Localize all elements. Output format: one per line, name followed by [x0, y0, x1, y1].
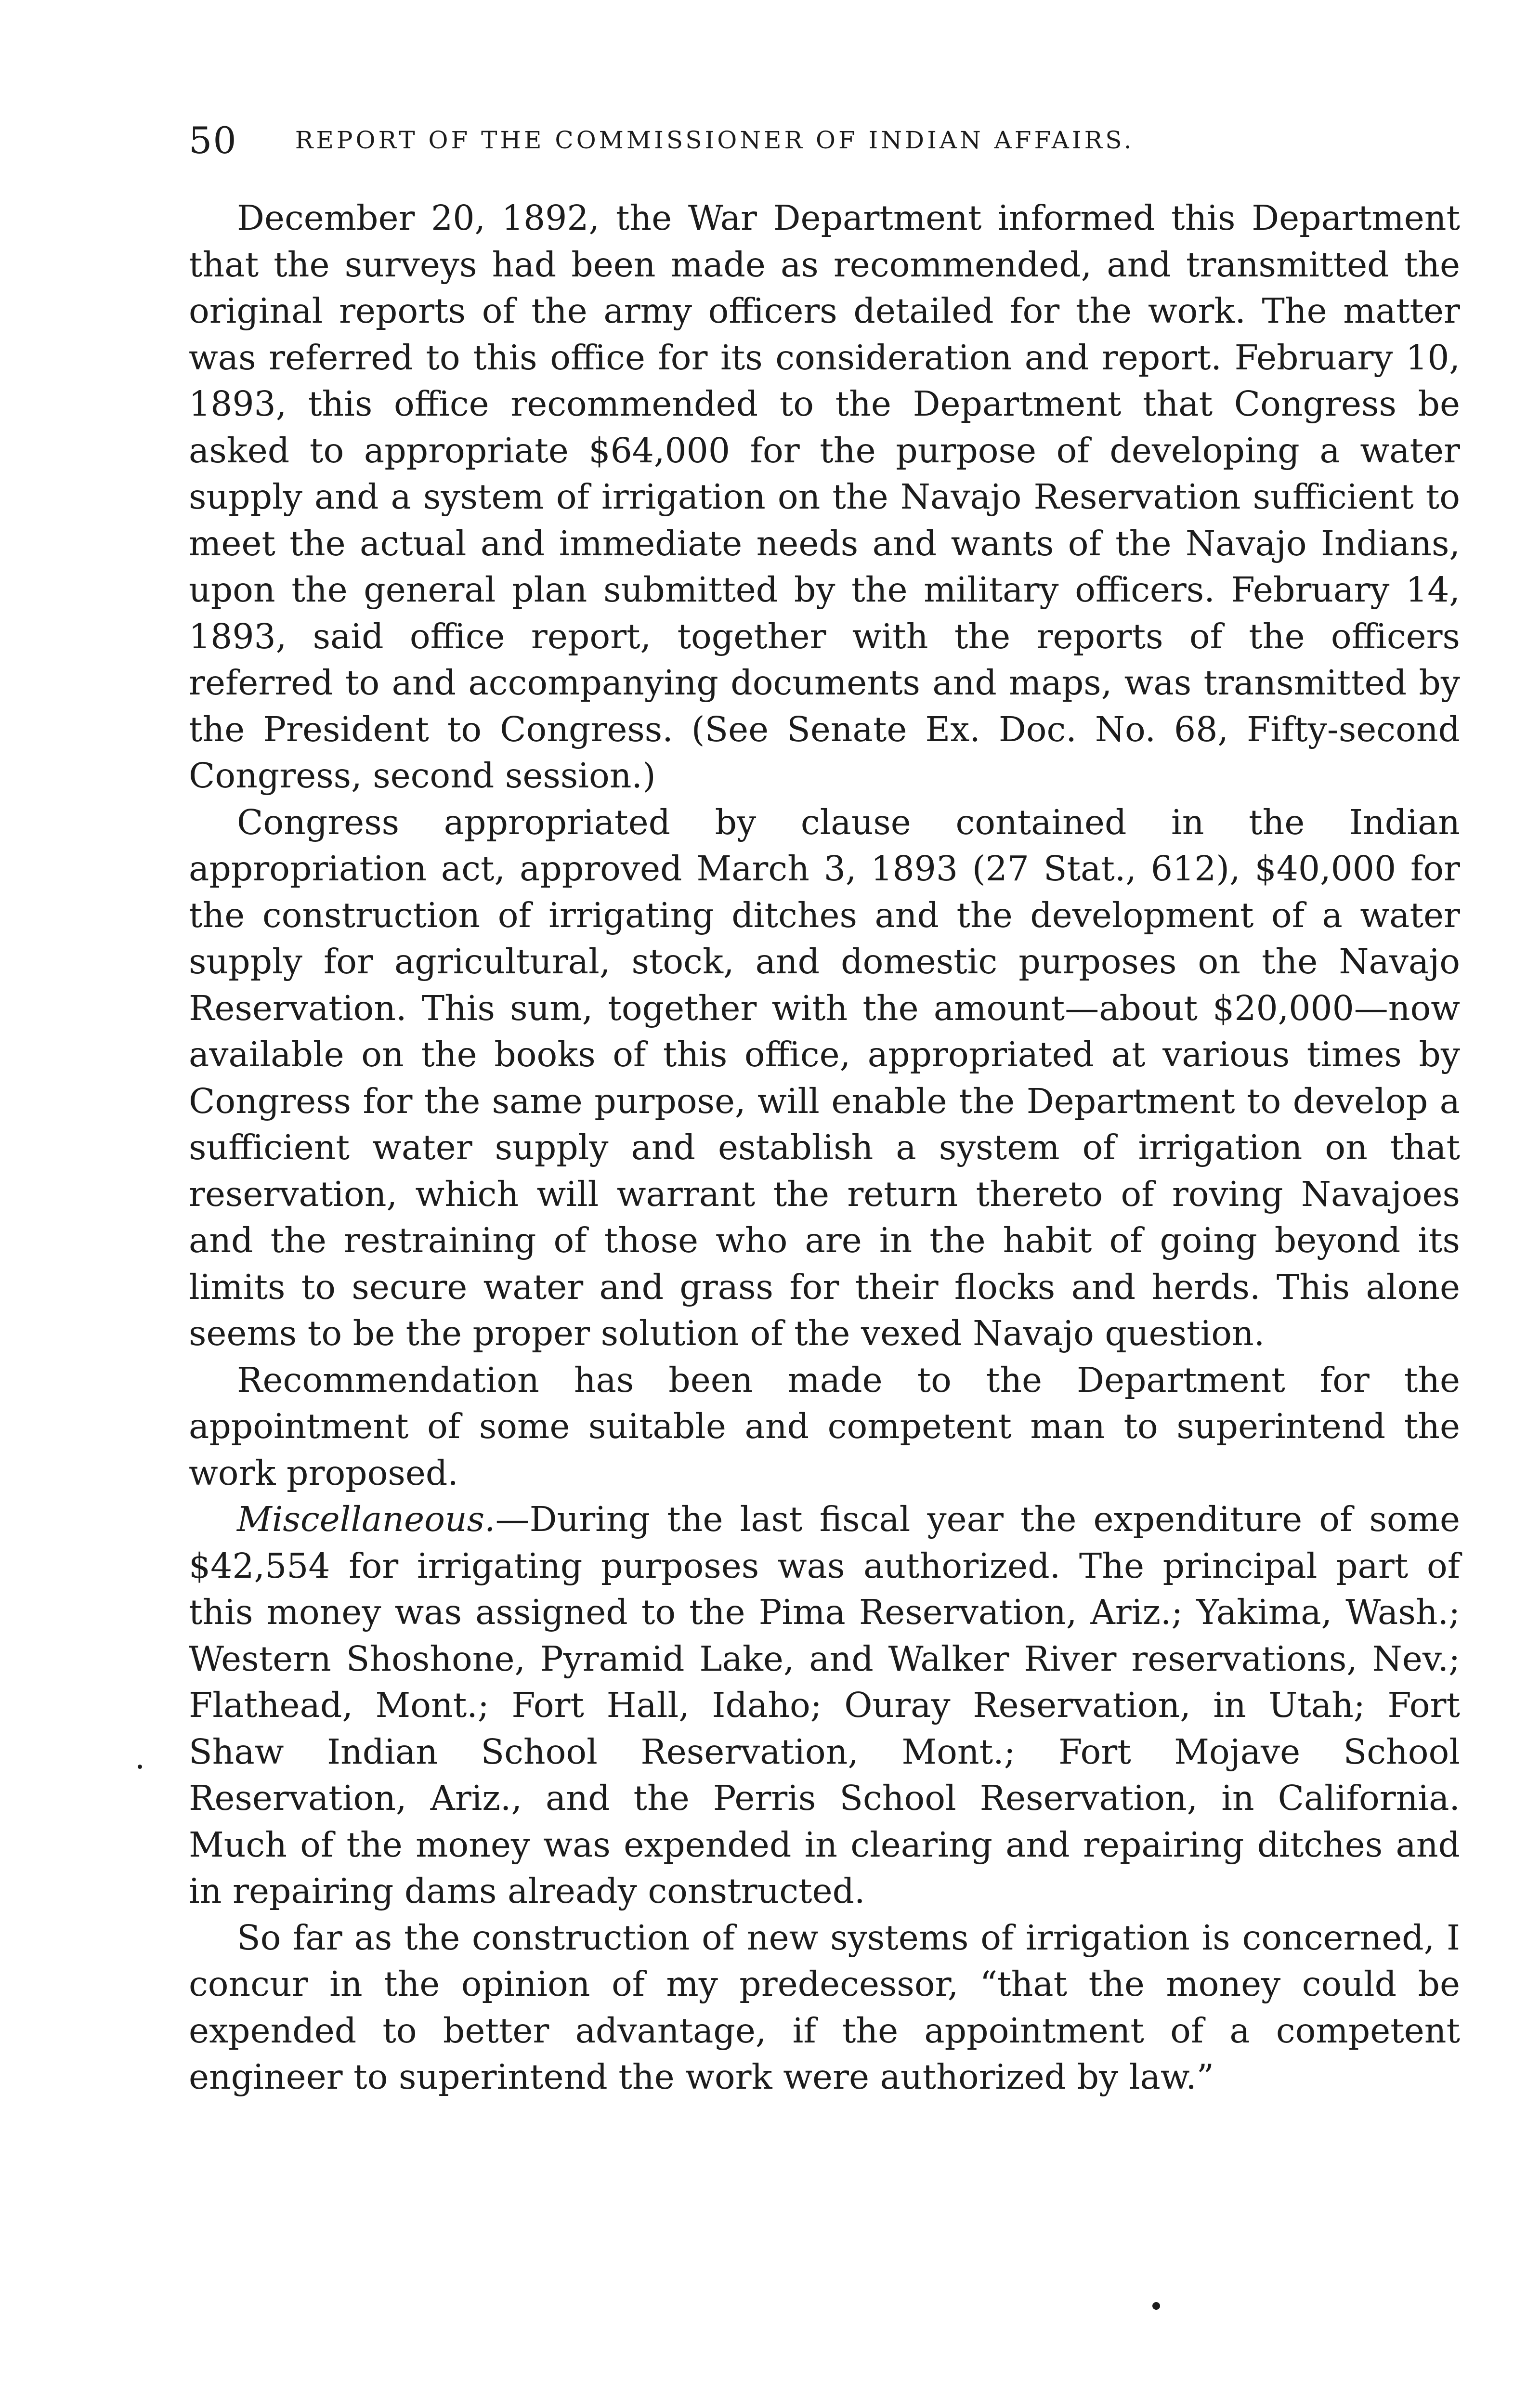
paragraph-conclusion-text: So far as the construction of new systems of irrigation is concerned, I concur in the opinion of my predecessor, “that the money could be expended to better advantage, if the appointment of a competent engineer to superintend the work were authorized by law.” — [189, 1917, 1460, 2097]
paragraph-recommendation-text: Recommendation has been made to the Department for the appointment of some suitable and competent man to superintend the work proposed. — [189, 1360, 1460, 1493]
paragraph-surveys — [189, 195, 1460, 799]
paragraph-conclusion — [189, 1915, 1460, 2101]
paragraph-miscellaneous-heading: Miscellaneous. — [237, 1499, 496, 1539]
paragraph-recommendation — [189, 1357, 1460, 1497]
running-head: REPORT OF THE COMMISSIONER OF INDIAN AFFAIRS. — [295, 126, 1135, 154]
margin-dot-mark — [138, 1765, 142, 1769]
page-header — [189, 114, 1460, 167]
paragraph-miscellaneous — [189, 1496, 1460, 1915]
page-body — [189, 195, 1460, 2101]
page-number: 50 — [189, 118, 237, 162]
paragraph-appropriation-text: Congress appropriated by clause contained in the Indian appropriation act, approved March 3, 1893 (27 Stat., 612), $40,000 for the construction of irrigating ditches and the development of a water supply for agricultural, stock, and domestic purposes on the Navajo Reservation. This sum, together with the amount—about $20,000—now available on the books of this office, appropriated at various times by Congress for the same purpose, will enable the Department to develop a sufficient water supply and establish a system of irrigation on that reservation, which will warrant the return thereto of roving Navajoes and the restraining of those who are in the habit of going beyond its limits to secure water and grass for their flocks and herds. This alone seems to be the proper solution of the vexed Navajo question. — [189, 802, 1460, 1353]
paragraph-miscellaneous-text: —During the last fiscal year the expenditure of some $42,554 for irrigating purposes was authorized. The principal part of this money was assigned to the Pima Reservation, Ariz.; Yakima, Wash.; Western Shoshone, Pyramid Lake, and Walker River reservations, Nev.; Flathead, Mont.; Fort Hall, Idaho; Ouray Reservation, in Utah; Fort Shaw Indian School Reservation, Mont.; Fort Mojave School Reservation, Ariz., and the Perris School Reservation, in California. Much of the money was expended in clearing and repairing ditches and in repairing dams already constructed. — [189, 1499, 1460, 1911]
ink-dot-mark — [1152, 2302, 1160, 2310]
paragraph-appropriation — [189, 799, 1460, 1357]
paragraph-surveys-text: December 20, 1892, the War Department informed this Department that the surveys had been made as recommended, and transmitted the original reports of the army officers detailed for the work. The matter was referred to this office for its consideration and report. February 10, 1893, this office recommended to the Department that Congress be asked to appropriate $64,000 for the purpose of developing a water supply and a system of irrigation on the Navajo Reservation sufficient to meet the actual and immediate needs and wants of the Navajo Indians, upon the general plan submitted by the military officers. February 14, 1893, said office report, together with the reports of the officers referred to and accompanying documents and maps, was transmitted by the President to Congress. (See Senate Ex. Doc. No. 68, Fifty-second Congress, second session.) — [189, 198, 1460, 796]
